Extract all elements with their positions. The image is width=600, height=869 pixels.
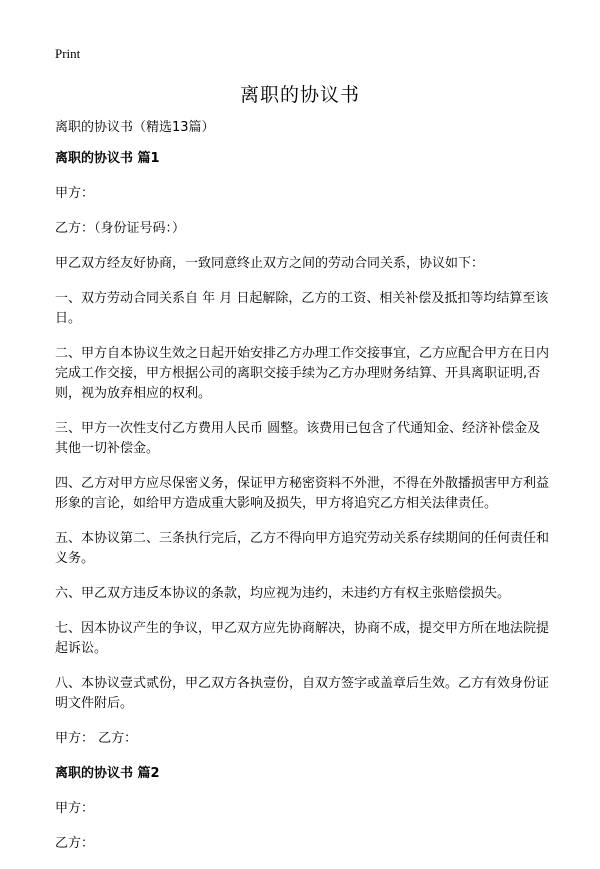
clause-8: 八、本协议壹式贰份，甲乙双方各执壹份，自双方签字或盖章后生效。乙方有效身份证明文件附后。 xyxy=(55,676,550,711)
clause-1: 一、双方劳动合同关系自 年 月 日起解除，乙方的工资、相关补偿及抵扣等均结算至该日。 xyxy=(55,291,549,326)
page-title: 离职的协议书 xyxy=(239,84,360,106)
clause-5: 五、本协议第二、三条执行完后，乙方不得向甲方追究劳动关系存续期间的任何责任和义务。 xyxy=(55,531,550,566)
document-subtitle: 离职的协议书（精选13篇） xyxy=(55,120,215,135)
clause-2: 二、甲方自本协议生效之日起开始安排乙方办理工作交接事宜，乙方应配合甲方在日内完成工作交接，甲方根据公司的离职交接手续为乙方办理财务结算、开具离职证明,否则，视为放弃相应的权利。 xyxy=(55,346,550,401)
party-a-line: 甲方： xyxy=(55,186,95,201)
print-link[interactable]: Print xyxy=(55,46,81,61)
signature-line: 甲方： 乙方： xyxy=(55,731,138,746)
party-a-line: 甲方： xyxy=(55,801,95,816)
section-heading: 离职的协议书 篇2 xyxy=(55,766,160,781)
section-heading: 离职的协议书 篇1 xyxy=(55,151,160,166)
agreement-intro: 甲乙双方经友好协商，一致同意终止双方之间的劳动合同关系，协议如下： xyxy=(55,256,485,271)
clause-6: 六、甲乙双方违反本协议的条款，均应视为违约，未违约方有权主张赔偿损失。 xyxy=(55,586,511,601)
party-b-line: 乙方：（身份证号码：） xyxy=(55,221,186,236)
clause-7: 七、因本协议产生的争议，甲乙双方应先协商解决，协商不成，提交甲方所在地法院提起诉讼。 xyxy=(55,621,550,656)
clause-3: 三、甲方一次性支付乙方费用人民币 圆整。该费用已包含了代通知金、经济补偿金及其他一切补偿金。 xyxy=(55,421,541,456)
party-b-line: 乙方： xyxy=(55,836,95,851)
document-body xyxy=(55,118,553,869)
clause-4: 四、乙方对甲方应尽保密义务，保证甲方秘密资料不外泄，不得在外散播损害甲方利益形象的言论，如给甲方造成重大影响及损失，甲方将追究乙方相关法律责任。 xyxy=(55,476,550,511)
